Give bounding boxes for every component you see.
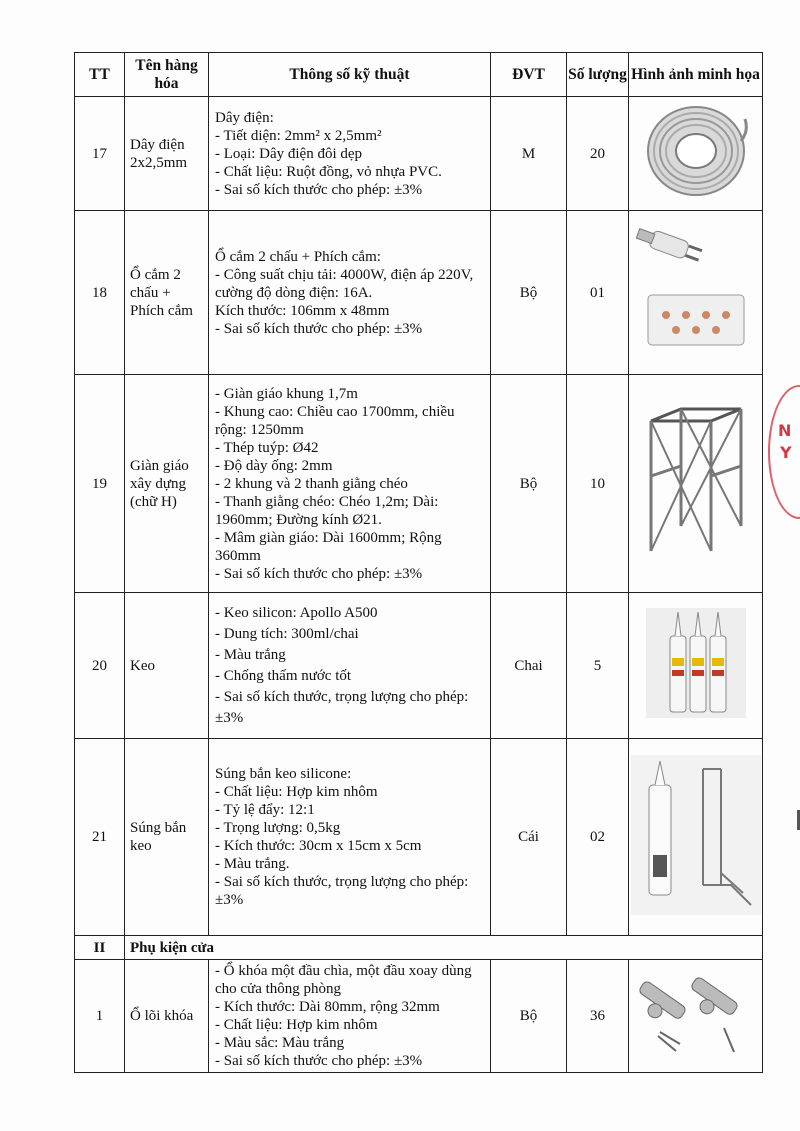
table-row — [75, 593, 763, 739]
spec-line: - Chất liệu: Hợp kim nhôm — [215, 1017, 378, 1033]
spec-line: - Tiết diện: 2mm² x 2,5mm² — [215, 127, 382, 144]
header-thong-so: Thông số kỹ thuật — [209, 53, 491, 97]
spec-line: - Thanh giằng chéo: Chéo 1,2m; Dài: 1960mm; Đường kính Ø21. — [215, 493, 439, 528]
header-ten-hang-hoa: Tên hàng hóa — [125, 53, 209, 97]
table-row — [75, 375, 763, 593]
spec-line: - Chống thấm nước tốt — [215, 667, 352, 684]
row-tt: 17 — [75, 97, 125, 211]
row-tt: 1 — [75, 960, 125, 1073]
scaffold-icon — [629, 375, 763, 593]
lock-cylinder-icon — [629, 960, 763, 1073]
header-hinh-anh: Hình ảnh minh họa — [629, 53, 763, 97]
row-qty: 02 — [567, 739, 629, 936]
spec-line: - Trọng lượng: 0,5kg — [215, 820, 341, 836]
spec-line: Súng bắn keo silicone: — [215, 766, 352, 782]
spec-line: - Công suất chịu tải: 4000W, điện áp 220V, cường độ dòng điện: 16A. — [215, 266, 474, 301]
row-spec — [209, 593, 491, 739]
spec-line: - Sai số kích thước cho phép: ±3% — [215, 181, 423, 198]
table-row — [75, 97, 763, 211]
spec-line: Ổ cắm 2 chấu + Phích cắm: — [215, 248, 381, 265]
caulk-gun-icon — [629, 739, 763, 936]
row-name: Keo — [125, 593, 209, 739]
spec-line: - Tỷ lệ đẩy: 12:1 — [215, 802, 315, 818]
spec-line: - Loại: Dây điện đôi dẹp — [215, 145, 363, 162]
table-header-row — [75, 53, 763, 97]
spec-line: - Sai số kích thước cho phép: ±3% — [215, 565, 423, 582]
spec-line: - Sai số kích thước, trọng lượng cho phép: ±3% — [215, 874, 469, 908]
section-row — [75, 936, 763, 960]
section-title: Phụ kiện cửa — [125, 936, 763, 960]
row-name: Giàn giáo xây dựng (chữ H) — [125, 375, 209, 593]
row-dvt: Bộ — [491, 960, 567, 1073]
row-qty: 5 — [567, 593, 629, 739]
spec-line: - Độ dày ống: 2mm — [215, 457, 333, 474]
row-name: Dây điện 2x2,5mm — [125, 97, 209, 211]
row-dvt: Cái — [491, 739, 567, 936]
row-spec — [209, 375, 491, 593]
row-dvt: M — [491, 97, 567, 211]
row-name: Súng bắn keo — [125, 739, 209, 936]
plug-socket-icon — [629, 211, 763, 375]
table-row — [75, 211, 763, 375]
spec-line: - Sai số kích thước cho phép: ±3% — [215, 1053, 423, 1069]
wire-coil-icon — [629, 97, 763, 211]
spec-line: - 2 khung và 2 thanh giằng chéo — [215, 475, 408, 492]
row-spec — [209, 960, 491, 1073]
row-dvt: Chai — [491, 593, 567, 739]
row-spec — [209, 739, 491, 936]
row-qty: 10 — [567, 375, 629, 593]
spec-line: - Chất liệu: Hợp kim nhôm — [215, 784, 378, 800]
spec-line: Dây điện: — [215, 109, 274, 126]
row-spec — [209, 211, 491, 375]
row-name: Ổ cắm 2 chấu + Phích cắm — [125, 211, 209, 375]
spec-line: - Giàn giáo khung 1,7m — [215, 385, 358, 402]
row-dvt: Bộ — [491, 375, 567, 593]
spec-line: - Sai số kích thước cho phép: ±3% — [215, 320, 423, 337]
goods-table — [74, 52, 763, 1073]
spec-line: - Màu trắng — [215, 646, 286, 663]
row-dvt: Bộ — [491, 211, 567, 375]
header-tt: TT — [75, 53, 125, 97]
spec-line: Kích thước: 106mm x 48mm — [215, 302, 390, 319]
row-name: Ổ lõi khóa — [125, 960, 209, 1073]
red-stamp-seal — [768, 385, 800, 519]
spec-line: - Chất liệu: Ruột đồng, vỏ nhựa PVC. — [215, 163, 442, 180]
spec-line: - Thép tuýp: Ø42 — [215, 439, 319, 456]
spec-line: - Mâm giàn giáo: Dài 1600mm; Rộng 360mm — [215, 529, 442, 564]
table-row — [75, 739, 763, 936]
spec-line: - Keo silicon: Apollo A500 — [215, 604, 378, 621]
spec-line: - Ổ khóa một đầu chìa, một đầu xoay dùng cho cửa thông phòng — [215, 963, 472, 997]
spec-line: - Kích thước: Dài 80mm, rộng 32mm — [215, 999, 440, 1015]
row-tt: 21 — [75, 739, 125, 936]
header-dvt: ĐVT — [491, 53, 567, 97]
row-tt: 18 — [75, 211, 125, 375]
spec-line: - Khung cao: Chiều cao 1700mm, chiều rộng: 1250mm — [215, 403, 455, 438]
header-so-luong: Số lượng — [567, 53, 629, 97]
row-tt: 20 — [75, 593, 125, 739]
spec-line: - Màu trắng. — [215, 856, 290, 872]
stamp-line1: N — [778, 421, 792, 440]
row-tt: 19 — [75, 375, 125, 593]
section-tt: II — [75, 936, 125, 960]
silicone-tubes-icon — [629, 593, 763, 739]
row-qty: 01 — [567, 211, 629, 375]
table-row — [75, 960, 763, 1073]
row-qty: 20 — [567, 97, 629, 211]
stamp-line2: Y — [780, 443, 792, 462]
spec-line: - Dung tích: 300ml/chai — [215, 625, 359, 642]
row-qty: 36 — [567, 960, 629, 1073]
spec-line: - Sai số kích thước, trọng lượng cho phép: ±3% — [215, 688, 469, 726]
row-spec — [209, 97, 491, 211]
spec-line: - Màu sắc: Màu trắng — [215, 1035, 345, 1051]
spec-line: - Kích thước: 30cm x 15cm x 5cm — [215, 838, 422, 854]
